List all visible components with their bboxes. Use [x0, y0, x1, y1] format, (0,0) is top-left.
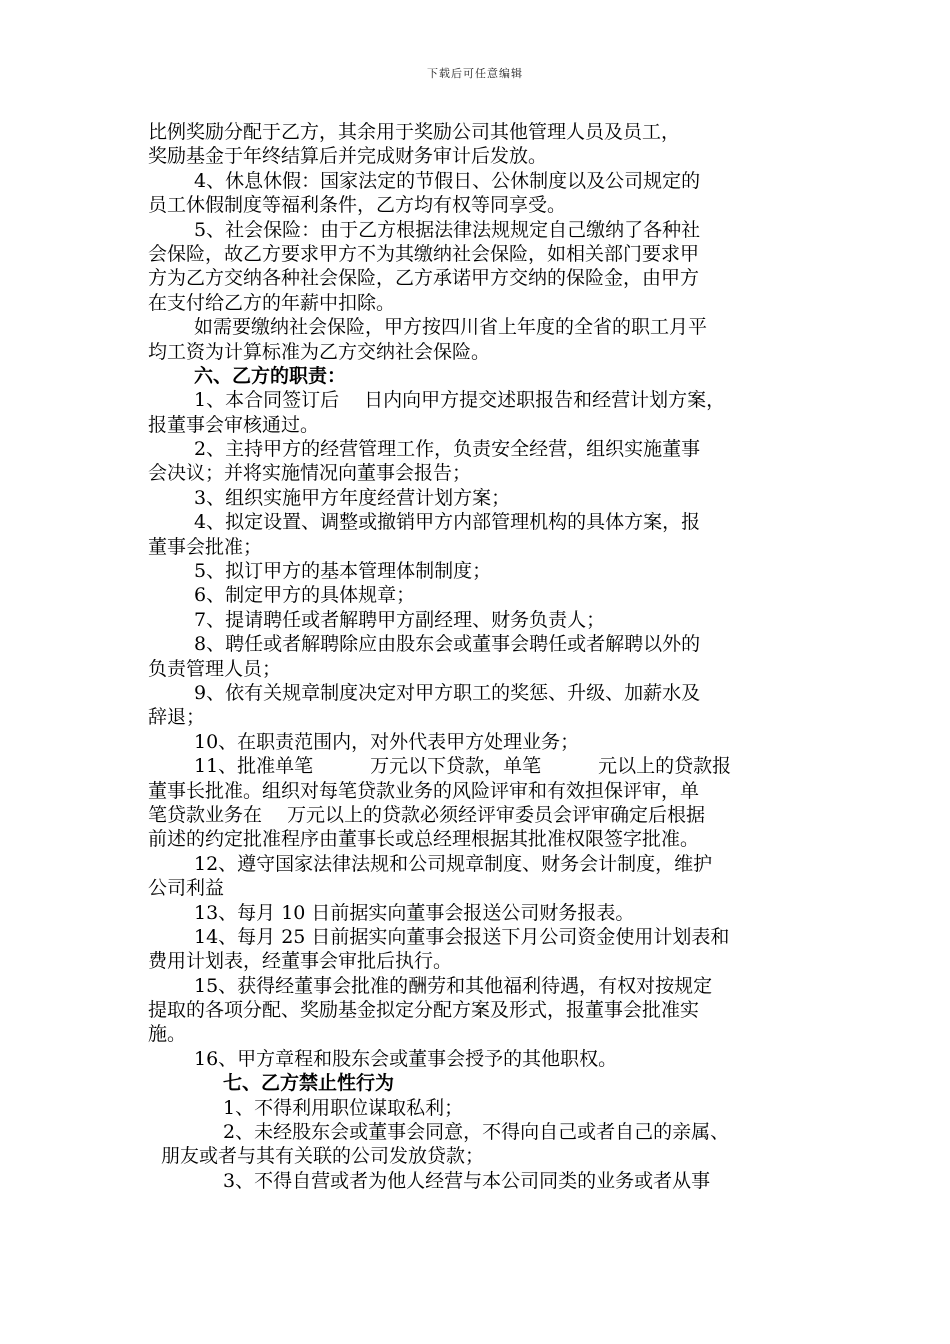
paragraph-line: 均工资为计算标准为乙方交纳社会保险。 [148, 340, 491, 363]
paragraph-line: 10、在职责范围内，对外代表甲方处理业务； [194, 730, 580, 753]
paragraph-line: 董事长批准。组织对每笔贷款业务的风险评审和有效担保评审，单 [148, 779, 700, 802]
paragraph-line: 14、每月 25 日前据实向董事会报送下月公司资金使用计划表和 [194, 925, 730, 948]
paragraph-line: 笔贷款业务在 万元以上的贷款必须经评审委员会评审确定后根据 [148, 803, 706, 826]
paragraph-line: 负责管理人员； [148, 657, 282, 680]
section-heading: 六、乙方的职责： [194, 364, 347, 387]
paragraph-line: 9、依有关规章制度决定对甲方职工的奖惩、升级、加薪水及 [194, 681, 701, 704]
paragraph-line: 施。 [148, 1023, 187, 1046]
paragraph-line: 报董事会审核通过。 [148, 413, 320, 436]
paragraph-line: 1、不得利用职位谋取私利； [223, 1096, 464, 1119]
paragraph-line: 15、获得经董事会批准的酬劳和其他福利待遇，有权对按规定 [194, 974, 713, 997]
paragraph-line: 提取的各项分配、奖励基金拟定分配方案及形式，报董事会批准实 [148, 999, 700, 1022]
paragraph-line: 会决议；并将实施情况向董事会报告； [148, 462, 472, 485]
paragraph-line: 前述的约定批准程序由董事长或总经理根据其批准权限签字批准。 [148, 828, 700, 851]
paragraph-line: 5、拟订甲方的基本管理体制制度； [194, 560, 492, 583]
paragraph-line: 在支付给乙方的年薪中扣除。 [148, 291, 396, 314]
paragraph-line: 6、制定甲方的具体规章； [194, 584, 416, 607]
paragraph-line: 公司利益 [148, 877, 225, 900]
paragraph-line: 员工休假制度等福利条件，乙方均有权等同享受。 [148, 194, 567, 217]
paragraph-line: 5、社会保险：由于乙方根据法律法规规定自己缴纳了各种社 [194, 218, 701, 241]
paragraph-line: 比例奖励分配于乙方，其余用于奖励公司其他管理人员及员工， [148, 121, 681, 143]
paragraph-line: 董事会批准； [148, 535, 263, 558]
paragraph-line: 7、提请聘任或者解聘甲方副经理、财务负责人； [194, 608, 606, 631]
paragraph-line: 1、本合同签订后 日内向甲方提交述职报告和经营计划方案， [194, 389, 726, 412]
paragraph-line: 2、未经股东会或董事会同意，不得向自己或者自己的亲属、 [223, 1121, 730, 1144]
paragraph-line: 8、聘任或者解聘除应由股东会或董事会聘任或者解聘以外的 [194, 633, 701, 656]
paragraph-line: 16、甲方章程和股东会或董事会授予的其他职权。 [194, 1047, 618, 1070]
paragraph-line: 如需要缴纳社会保险，甲方按四川省上年度的全省的职工月平 [194, 316, 708, 339]
paragraph-line: 辞退； [148, 706, 206, 729]
page-header: 下载后可任意编辑 [427, 67, 523, 80]
paragraph-line: 4、拟定设置、调整或撤销甲方内部管理机构的具体方案，报 [194, 511, 701, 534]
paragraph-line: 费用计划表，经董事会审批后执行。 [148, 950, 453, 973]
paragraph-line: 4、休息休假：国家法定的节假日、公休制度以及公司规定的 [194, 169, 701, 192]
paragraph-line: 会保险，故乙方要求甲方不为其缴纳社会保险，如相关部门要求甲 [148, 242, 700, 265]
paragraph-line: 3、不得自营或者为他人经营与本公司同类的业务或者从事 [223, 1169, 711, 1192]
paragraph-line: 11、批准单笔 万元以下贷款，单笔 元以上的贷款报 [194, 755, 732, 778]
section-heading: 七、乙方禁止性行为 [223, 1072, 395, 1095]
paragraph-line: 3、组织实施甲方年度经营计划方案； [194, 486, 511, 509]
paragraph-line: 12、遵守国家法律法规和公司规章制度、财务会计制度，维护 [194, 852, 713, 875]
paragraph-line: 奖励基金于年终结算后并完成财务审计后发放。 [148, 145, 548, 168]
paragraph-line: 方为乙方交纳各种社会保险，乙方承诺甲方交纳的保险金，由甲方 [148, 267, 700, 290]
paragraph-line: 13、每月 10 日前据实向董事会报送公司财务报表。 [194, 901, 635, 924]
paragraph-line: 朋友或者与其有关联的公司发放贷款； [161, 1145, 485, 1168]
document-body [148, 120, 808, 1193]
paragraph-line: 2、主持甲方的经营管理工作，负责安全经营，组织实施董事 [194, 438, 701, 461]
